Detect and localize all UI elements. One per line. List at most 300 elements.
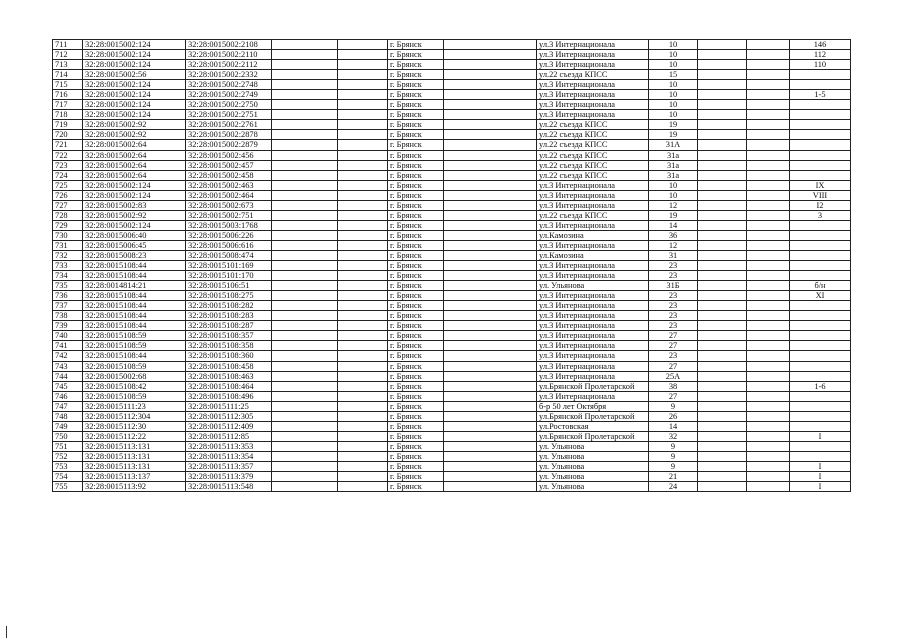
blank-cell-c-cell: [444, 90, 537, 100]
premises-number-cell: [790, 361, 851, 371]
street-cell: ул.3 Интернационала: [537, 60, 649, 70]
city-cell: г. Брянск: [388, 441, 444, 451]
house-number-cell: 12: [649, 200, 698, 210]
blank-cell-a-cell: [272, 80, 338, 90]
blank-cell-e-cell: [747, 401, 790, 411]
street-cell: ул.3 Интернационала: [537, 180, 649, 190]
city-cell: г. Брянск: [388, 180, 444, 190]
street-cell: ул.3 Интернационала: [537, 371, 649, 381]
row-number-cell: 750: [53, 431, 83, 441]
blank-cell-c-cell: [444, 411, 537, 421]
house-number-cell: 23: [649, 351, 698, 361]
table-row: [53, 341, 851, 351]
blank-cell-d-cell: [698, 190, 747, 200]
cadastral-number-cell: 32:28:0015003:1768: [186, 220, 272, 230]
city-cell: г. Брянск: [388, 140, 444, 150]
row-number-cell: 722: [53, 150, 83, 160]
blank-cell-b-cell: [338, 180, 388, 190]
street-cell: ул.3 Интернационала: [537, 361, 649, 371]
blank-cell-d-cell: [698, 482, 747, 492]
table-row: [53, 120, 851, 130]
city-cell: г. Брянск: [388, 341, 444, 351]
cadastral-number-cell: 32:28:0015006:616: [186, 240, 272, 250]
blank-cell-b-cell: [338, 482, 388, 492]
row-number-cell: 718: [53, 110, 83, 120]
blank-cell-a-cell: [272, 431, 338, 441]
parent-cadastral-number-cell: 32:28:0015002:92: [83, 120, 186, 130]
blank-cell-c-cell: [444, 351, 537, 361]
city-cell: г. Брянск: [388, 50, 444, 60]
house-number-cell: 19: [649, 130, 698, 140]
street-cell: ул.3 Интернационала: [537, 50, 649, 60]
premises-number-cell: 146: [790, 40, 851, 50]
blank-cell-a-cell: [272, 451, 338, 461]
parent-cadastral-number-cell: 32:28:0015002:83: [83, 200, 186, 210]
street-cell: ул.3 Интернационала: [537, 271, 649, 281]
row-number-cell: 736: [53, 291, 83, 301]
blank-cell-d-cell: [698, 40, 747, 50]
row-number-cell: 715: [53, 80, 83, 90]
blank-cell-e-cell: [747, 311, 790, 321]
city-cell: г. Брянск: [388, 361, 444, 371]
blank-cell-a-cell: [272, 140, 338, 150]
blank-cell-a-cell: [272, 472, 338, 482]
row-number-cell: 732: [53, 250, 83, 260]
city-cell: г. Брянск: [388, 371, 444, 381]
city-cell: г. Брянск: [388, 240, 444, 250]
house-number-cell: 27: [649, 341, 698, 351]
blank-cell-d-cell: [698, 472, 747, 482]
parent-cadastral-number-cell: 32:28:0015108:59: [83, 341, 186, 351]
premises-number-cell: [790, 261, 851, 271]
premises-number-cell: [790, 331, 851, 341]
blank-cell-d-cell: [698, 80, 747, 90]
cadastral-number-cell: 32:28:0015106:51: [186, 281, 272, 291]
house-number-cell: 23: [649, 291, 698, 301]
table-row: [53, 90, 851, 100]
blank-cell-d-cell: [698, 431, 747, 441]
row-number-cell: 734: [53, 271, 83, 281]
house-number-cell: 9: [649, 461, 698, 471]
blank-cell-e-cell: [747, 220, 790, 230]
blank-cell-e-cell: [747, 230, 790, 240]
premises-number-cell: [790, 341, 851, 351]
premises-number-cell: XI: [790, 291, 851, 301]
cadastral-number-cell: 32:28:0015002:2112: [186, 60, 272, 70]
parent-cadastral-number-cell: 32:28:0015112:22: [83, 431, 186, 441]
blank-cell-e-cell: [747, 250, 790, 260]
cadastral-number-cell: 32:28:0015113:379: [186, 472, 272, 482]
row-number-cell: 748: [53, 411, 83, 421]
blank-cell-b-cell: [338, 100, 388, 110]
city-cell: г. Брянск: [388, 130, 444, 140]
blank-cell-a-cell: [272, 180, 338, 190]
blank-cell-d-cell: [698, 421, 747, 431]
blank-cell-a-cell: [272, 110, 338, 120]
parent-cadastral-number-cell: 32:28:0015006:45: [83, 240, 186, 250]
blank-cell-b-cell: [338, 431, 388, 441]
city-cell: г. Брянск: [388, 160, 444, 170]
premises-number-cell: I: [790, 482, 851, 492]
city-cell: г. Брянск: [388, 421, 444, 431]
blank-cell-a-cell: [272, 411, 338, 421]
row-number-cell: 749: [53, 421, 83, 431]
blank-cell-b-cell: [338, 130, 388, 140]
premises-number-cell: [790, 411, 851, 421]
table-row: [53, 240, 851, 250]
blank-cell-b-cell: [338, 331, 388, 341]
cadastral-number-cell: 32:28:0015108:496: [186, 391, 272, 401]
cadastral-number-cell: 32:28:0015002:2332: [186, 70, 272, 80]
premises-number-cell: [790, 160, 851, 170]
premises-number-cell: [790, 140, 851, 150]
row-number-cell: 752: [53, 451, 83, 461]
cadastral-number-cell: 32:28:0015101:169: [186, 261, 272, 271]
blank-cell-a-cell: [272, 190, 338, 200]
blank-cell-d-cell: [698, 271, 747, 281]
city-cell: г. Брянск: [388, 250, 444, 260]
street-cell: ул.3 Интернационала: [537, 341, 649, 351]
house-number-cell: 14: [649, 220, 698, 230]
blank-cell-b-cell: [338, 381, 388, 391]
cadastral-number-cell: 32:28:0015108:360: [186, 351, 272, 361]
blank-cell-e-cell: [747, 190, 790, 200]
blank-cell-e-cell: [747, 90, 790, 100]
blank-cell-d-cell: [698, 110, 747, 120]
cadastral-number-cell: 32:28:0015002:458: [186, 170, 272, 180]
cadastral-number-cell: 32:28:0015108:463: [186, 371, 272, 381]
table-row: [53, 180, 851, 190]
street-cell: ул.22 съезда КПСС: [537, 70, 649, 80]
blank-cell-e-cell: [747, 60, 790, 70]
parent-cadastral-number-cell: 32:28:0015002:68: [83, 371, 186, 381]
house-number-cell: 23: [649, 321, 698, 331]
blank-cell-c-cell: [444, 190, 537, 200]
blank-cell-c-cell: [444, 230, 537, 240]
blank-cell-c-cell: [444, 321, 537, 331]
cadastral-number-cell: 32:28:0015002:2108: [186, 40, 272, 50]
blank-cell-d-cell: [698, 351, 747, 361]
city-cell: г. Брянск: [388, 472, 444, 482]
city-cell: г. Брянск: [388, 311, 444, 321]
blank-cell-e-cell: [747, 291, 790, 301]
blank-cell-b-cell: [338, 80, 388, 90]
street-cell: ул.3 Интернационала: [537, 291, 649, 301]
blank-cell-c-cell: [444, 100, 537, 110]
premises-number-cell: VIII: [790, 190, 851, 200]
house-number-cell: 23: [649, 311, 698, 321]
street-cell: ул. Ульянова: [537, 482, 649, 492]
blank-cell-e-cell: [747, 341, 790, 351]
parent-cadastral-number-cell: 32:28:0015112:30: [83, 421, 186, 431]
blank-cell-b-cell: [338, 351, 388, 361]
house-number-cell: 10: [649, 90, 698, 100]
blank-cell-d-cell: [698, 100, 747, 110]
city-cell: г. Брянск: [388, 90, 444, 100]
blank-cell-e-cell: [747, 160, 790, 170]
cadastral-number-cell: 32:28:0015113:354: [186, 451, 272, 461]
blank-cell-a-cell: [272, 60, 338, 70]
street-cell: ул.3 Интернационала: [537, 311, 649, 321]
blank-cell-a-cell: [272, 120, 338, 130]
blank-cell-b-cell: [338, 451, 388, 461]
street-cell: ул.3 Интернационала: [537, 190, 649, 200]
blank-cell-b-cell: [338, 190, 388, 200]
blank-cell-d-cell: [698, 291, 747, 301]
blank-cell-e-cell: [747, 40, 790, 50]
premises-number-cell: [790, 170, 851, 180]
blank-cell-c-cell: [444, 80, 537, 90]
row-number-cell: 729: [53, 220, 83, 230]
blank-cell-e-cell: [747, 200, 790, 210]
blank-cell-d-cell: [698, 160, 747, 170]
table-row: [53, 80, 851, 90]
blank-cell-e-cell: [747, 451, 790, 461]
premises-number-cell: [790, 441, 851, 451]
house-number-cell: 31Б: [649, 281, 698, 291]
blank-cell-c-cell: [444, 70, 537, 80]
blank-cell-c-cell: [444, 301, 537, 311]
street-cell: ул. Ульянова: [537, 281, 649, 291]
city-cell: г. Брянск: [388, 40, 444, 50]
parent-cadastral-number-cell: 32:28:0015002:124: [83, 80, 186, 90]
blank-cell-c-cell: [444, 150, 537, 160]
parent-cadastral-number-cell: 32:28:0015112:304: [83, 411, 186, 421]
blank-cell-a-cell: [272, 210, 338, 220]
city-cell: г. Брянск: [388, 451, 444, 461]
blank-cell-a-cell: [272, 351, 338, 361]
blank-cell-b-cell: [338, 361, 388, 371]
table-row: [53, 421, 851, 431]
premises-number-cell: [790, 250, 851, 260]
premises-number-cell: [790, 120, 851, 130]
city-cell: г. Брянск: [388, 461, 444, 471]
cadastral-number-cell: 32:28:0015111:25: [186, 401, 272, 411]
blank-cell-d-cell: [698, 401, 747, 411]
blank-cell-e-cell: [747, 210, 790, 220]
house-number-cell: 26: [649, 411, 698, 421]
blank-cell-e-cell: [747, 170, 790, 180]
blank-cell-a-cell: [272, 301, 338, 311]
table-row: [53, 461, 851, 471]
row-number-cell: 720: [53, 130, 83, 140]
blank-cell-a-cell: [272, 461, 338, 471]
blank-cell-a-cell: [272, 321, 338, 331]
premises-number-cell: [790, 421, 851, 431]
row-number-cell: 744: [53, 371, 83, 381]
blank-cell-a-cell: [272, 200, 338, 210]
house-number-cell: 9: [649, 441, 698, 451]
city-cell: г. Брянск: [388, 190, 444, 200]
city-cell: г. Брянск: [388, 80, 444, 90]
premises-number-cell: [790, 451, 851, 461]
blank-cell-d-cell: [698, 240, 747, 250]
blank-cell-b-cell: [338, 411, 388, 421]
blank-cell-c-cell: [444, 140, 537, 150]
blank-cell-d-cell: [698, 50, 747, 60]
parent-cadastral-number-cell: 32:28:0015002:64: [83, 160, 186, 170]
cadastral-number-cell: 32:28:0015108:458: [186, 361, 272, 371]
parent-cadastral-number-cell: 32:28:0015108:59: [83, 331, 186, 341]
city-cell: г. Брянск: [388, 271, 444, 281]
cadastral-number-cell: 32:28:0015113:353: [186, 441, 272, 451]
row-number-cell: 726: [53, 190, 83, 200]
table-row: [53, 281, 851, 291]
premises-number-cell: [790, 301, 851, 311]
parent-cadastral-number-cell: 32:28:0015113:137: [83, 472, 186, 482]
blank-cell-d-cell: [698, 120, 747, 130]
table-row: [53, 130, 851, 140]
table-row: [53, 351, 851, 361]
parent-cadastral-number-cell: 32:28:0015113:131: [83, 451, 186, 461]
cadastral-number-cell: 32:28:0015002:2751: [186, 110, 272, 120]
parent-cadastral-number-cell: 32:28:0015006:40: [83, 230, 186, 240]
row-number-cell: 753: [53, 461, 83, 471]
cadastral-number-cell: 32:28:0015002:463: [186, 180, 272, 190]
blank-cell-b-cell: [338, 200, 388, 210]
city-cell: г. Брянск: [388, 220, 444, 230]
parent-cadastral-number-cell: 32:28:0015002:92: [83, 210, 186, 220]
blank-cell-d-cell: [698, 60, 747, 70]
blank-cell-d-cell: [698, 441, 747, 451]
street-cell: ул.3 Интернационала: [537, 331, 649, 341]
blank-cell-c-cell: [444, 472, 537, 482]
blank-cell-d-cell: [698, 130, 747, 140]
street-cell: ул. Ульянова: [537, 461, 649, 471]
parent-cadastral-number-cell: 32:28:0015002:124: [83, 60, 186, 70]
premises-number-cell: [790, 100, 851, 110]
blank-cell-c-cell: [444, 341, 537, 351]
blank-cell-e-cell: [747, 411, 790, 421]
blank-cell-a-cell: [272, 150, 338, 160]
blank-cell-c-cell: [444, 220, 537, 230]
blank-cell-b-cell: [338, 321, 388, 331]
house-number-cell: 31а: [649, 170, 698, 180]
blank-cell-c-cell: [444, 130, 537, 140]
house-number-cell: 25А: [649, 371, 698, 381]
blank-cell-b-cell: [338, 60, 388, 70]
parent-cadastral-number-cell: 32:28:0015002:64: [83, 140, 186, 150]
premises-number-cell: 112: [790, 50, 851, 60]
parent-cadastral-number-cell: 32:28:0015108:42: [83, 381, 186, 391]
table-row: [53, 331, 851, 341]
cadastral-number-cell: 32:28:0015002:2878: [186, 130, 272, 140]
city-cell: г. Брянск: [388, 351, 444, 361]
blank-cell-b-cell: [338, 220, 388, 230]
row-number-cell: 731: [53, 240, 83, 250]
row-number-cell: 751: [53, 441, 83, 451]
blank-cell-a-cell: [272, 371, 338, 381]
parent-cadastral-number-cell: 32:28:0015002:124: [83, 100, 186, 110]
cadastral-number-cell: 32:28:0015108:357: [186, 331, 272, 341]
parent-cadastral-number-cell: 32:28:0015002:124: [83, 90, 186, 100]
cadastral-number-cell: 32:28:0015108:464: [186, 381, 272, 391]
scan-edge-mark: [6, 626, 7, 638]
city-cell: г. Брянск: [388, 401, 444, 411]
row-number-cell: 742: [53, 351, 83, 361]
blank-cell-a-cell: [272, 261, 338, 271]
table-row: [53, 401, 851, 411]
city-cell: г. Брянск: [388, 391, 444, 401]
table-row: [53, 482, 851, 492]
street-cell: ул.3 Интернационала: [537, 80, 649, 90]
premises-number-cell: б/н: [790, 281, 851, 291]
parent-cadastral-number-cell: 32:28:0015002:124: [83, 190, 186, 200]
blank-cell-e-cell: [747, 281, 790, 291]
blank-cell-b-cell: [338, 150, 388, 160]
parent-cadastral-number-cell: 32:28:0015113:131: [83, 441, 186, 451]
blank-cell-a-cell: [272, 100, 338, 110]
blank-cell-a-cell: [272, 361, 338, 371]
table-row: [53, 250, 851, 260]
cadastral-number-cell: 32:28:0015008:474: [186, 250, 272, 260]
house-number-cell: 27: [649, 361, 698, 371]
row-number-cell: 747: [53, 401, 83, 411]
blank-cell-e-cell: [747, 331, 790, 341]
blank-cell-c-cell: [444, 451, 537, 461]
blank-cell-a-cell: [272, 401, 338, 411]
row-number-cell: 716: [53, 90, 83, 100]
cadastral-number-cell: 32:28:0015108:282: [186, 301, 272, 311]
street-cell: ул.3 Интернационала: [537, 220, 649, 230]
blank-cell-e-cell: [747, 381, 790, 391]
blank-cell-b-cell: [338, 250, 388, 260]
blank-cell-c-cell: [444, 381, 537, 391]
house-number-cell: 10: [649, 50, 698, 60]
parent-cadastral-number-cell: 32:28:0015002:64: [83, 170, 186, 180]
register-body: [53, 40, 851, 492]
premises-number-cell: I: [790, 461, 851, 471]
parent-cadastral-number-cell: 32:28:0015108:44: [83, 321, 186, 331]
city-cell: г. Брянск: [388, 281, 444, 291]
street-cell: б-р 50 лет Октября: [537, 401, 649, 411]
cadastral-number-cell: 32:28:0015002:2748: [186, 80, 272, 90]
blank-cell-b-cell: [338, 170, 388, 180]
house-number-cell: 10: [649, 40, 698, 50]
house-number-cell: 21: [649, 472, 698, 482]
row-number-cell: 741: [53, 341, 83, 351]
blank-cell-c-cell: [444, 331, 537, 341]
cadastral-number-cell: 32:28:0015112:305: [186, 411, 272, 421]
table-row: [53, 230, 851, 240]
house-number-cell: 10: [649, 110, 698, 120]
city-cell: г. Брянск: [388, 200, 444, 210]
blank-cell-e-cell: [747, 361, 790, 371]
blank-cell-b-cell: [338, 50, 388, 60]
blank-cell-b-cell: [338, 90, 388, 100]
blank-cell-b-cell: [338, 210, 388, 220]
blank-cell-d-cell: [698, 331, 747, 341]
blank-cell-d-cell: [698, 180, 747, 190]
premises-number-cell: [790, 80, 851, 90]
table-row: [53, 190, 851, 200]
table-row: [53, 431, 851, 441]
blank-cell-c-cell: [444, 200, 537, 210]
table-row: [53, 271, 851, 281]
blank-cell-d-cell: [698, 200, 747, 210]
parent-cadastral-number-cell: 32:28:0015002:124: [83, 40, 186, 50]
blank-cell-a-cell: [272, 160, 338, 170]
blank-cell-e-cell: [747, 391, 790, 401]
blank-cell-a-cell: [272, 391, 338, 401]
street-cell: ул. Ульянова: [537, 472, 649, 482]
blank-cell-c-cell: [444, 311, 537, 321]
blank-cell-e-cell: [747, 441, 790, 451]
blank-cell-a-cell: [272, 50, 338, 60]
city-cell: г. Брянск: [388, 291, 444, 301]
house-number-cell: 14: [649, 421, 698, 431]
blank-cell-b-cell: [338, 472, 388, 482]
